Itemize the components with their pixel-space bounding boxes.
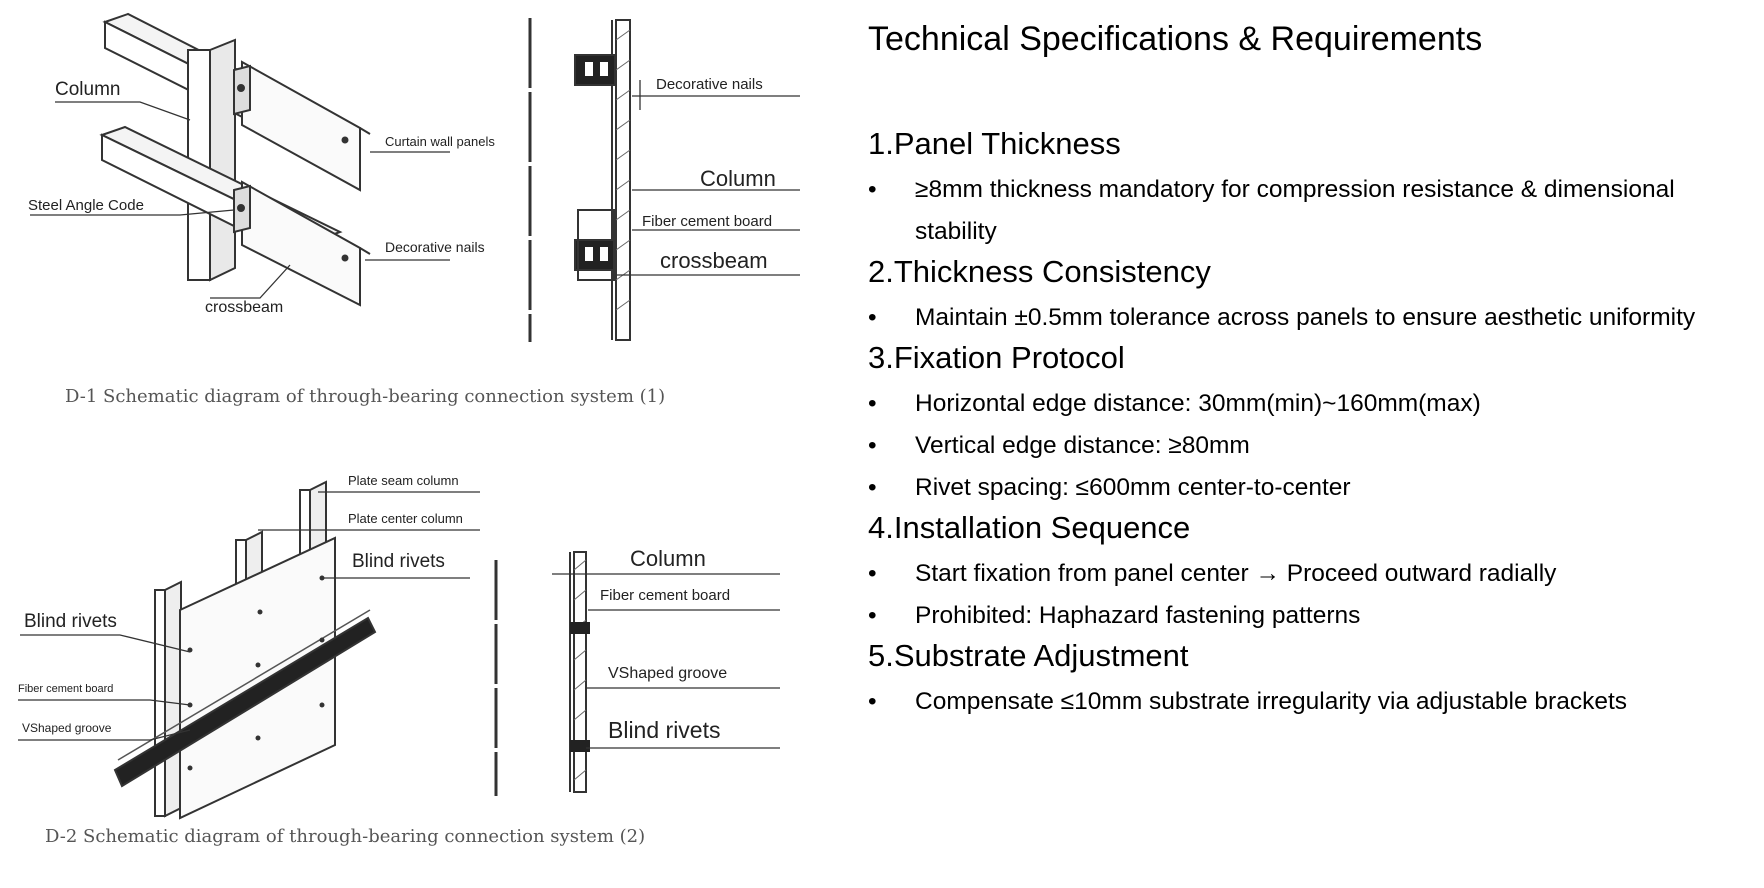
spec-section-heading: 1.Panel Thickness xyxy=(868,126,1121,161)
d2-label-plate-seam-column: Plate seam column xyxy=(348,473,459,488)
spec-bullet-text: Prohibited: Haphazard fastening patterns xyxy=(915,602,1361,629)
spec-bullet-text: Start fixation from panel center → Proceed outward radially xyxy=(915,560,1557,587)
d1-label-steel-angle-code: Steel Angle Code xyxy=(28,197,144,214)
bullet-dot-icon: • xyxy=(868,304,877,331)
d2-section-view xyxy=(570,552,590,792)
spec-bullet-text: Vertical edge distance: ≥80mm xyxy=(915,432,1250,459)
bullet-dot-icon: • xyxy=(868,390,877,417)
spec-bullet-text: Compensate ≤10mm substrate irregularity via adjustable brackets xyxy=(915,688,1628,715)
bullet-dot-icon: • xyxy=(868,560,877,587)
d2-label-plate-center-column: Plate center column xyxy=(348,511,463,526)
d1-3d-view xyxy=(102,14,370,305)
d1-label-fiber-cement-board-section: Fiber cement board xyxy=(642,213,773,230)
bullet-dot-icon: • xyxy=(868,432,877,459)
d2-panel xyxy=(180,538,335,818)
d1-caption: D-1 Schematic diagram of through-bearing connection system (1) xyxy=(65,386,666,407)
spec-section-heading: 2.Thickness Consistency xyxy=(868,254,1211,289)
d2-3d-view xyxy=(115,482,375,818)
d2-label-vshaped-groove-section: VShaped groove xyxy=(608,665,728,682)
spec-section-heading: 3.Fixation Protocol xyxy=(868,340,1125,375)
d2-label-fiber-cement-board: Fiber cement board xyxy=(18,683,114,695)
spec-section-heading: 4.Installation Sequence xyxy=(868,510,1191,545)
d2-label-blind-rivets-section: Blind rivets xyxy=(608,717,721,743)
spec-bullet-text: Rivet spacing: ≤600mm center-to-center xyxy=(915,474,1351,501)
spec-title: Technical Specifications & Requirements xyxy=(868,20,1483,58)
spec-bullet xyxy=(868,595,1748,637)
spec-bullet-text: ≥8mm thickness mandatory for compression resistance & dimensional stability xyxy=(915,176,1675,245)
d1-label-crossbeam: crossbeam xyxy=(205,299,284,316)
spec-bullet xyxy=(868,425,1748,467)
d1-label-curtain-wall-panels: Curtain wall panels xyxy=(385,134,495,149)
d2-label-blind-rivets-top: Blind rivets xyxy=(352,551,445,572)
d1-label-crossbeam-section: crossbeam xyxy=(660,248,768,273)
spec-panel xyxy=(868,0,1748,888)
d1-label-column: Column xyxy=(55,79,121,100)
bullet-dot-icon: • xyxy=(868,474,877,501)
diagram-figure xyxy=(0,0,860,888)
spec-bullet xyxy=(868,681,1748,723)
bullet-dot-icon: • xyxy=(868,602,877,629)
spec-bullet xyxy=(868,553,1748,595)
spec-bullet-text: Maintain ±0.5mm tolerance across panels to ensure aesthetic uniformity xyxy=(915,304,1696,331)
d1-label-column-section: Column xyxy=(700,166,776,191)
spec-bullet xyxy=(868,383,1748,425)
d2-label-fiber-cement-board-section: Fiber cement board xyxy=(600,587,731,604)
spec-section-heading: 5.Substrate Adjustment xyxy=(868,638,1189,673)
spec-bullet xyxy=(868,297,1748,339)
bullet-dot-icon: • xyxy=(868,176,877,203)
spec-list xyxy=(868,125,1748,723)
spec-bullet-text: Horizontal edge distance: 30mm(min)~160mm(max) xyxy=(915,390,1481,417)
d2-left-column xyxy=(165,582,181,816)
d2-caption: D-2 Schematic diagram of through-bearing connection system (2) xyxy=(45,826,646,847)
spec-bullet xyxy=(868,467,1748,509)
d1-label-decorative-nails-section: Decorative nails xyxy=(656,76,763,93)
d1-label-decorative-nails: Decorative nails xyxy=(385,239,485,255)
d2-label-blind-rivets-left: Blind rivets xyxy=(24,611,117,632)
d1-column-side xyxy=(210,40,235,280)
d1-panel-upper xyxy=(242,62,360,190)
d1-section-view xyxy=(575,20,630,340)
d2-label-vshaped-groove: VShaped groove xyxy=(22,721,112,735)
bullet-dot-icon: • xyxy=(868,688,877,715)
d1-panel-lower xyxy=(242,182,360,305)
spec-bullet xyxy=(868,169,1748,253)
d2-label-column-section: Column xyxy=(630,546,706,571)
